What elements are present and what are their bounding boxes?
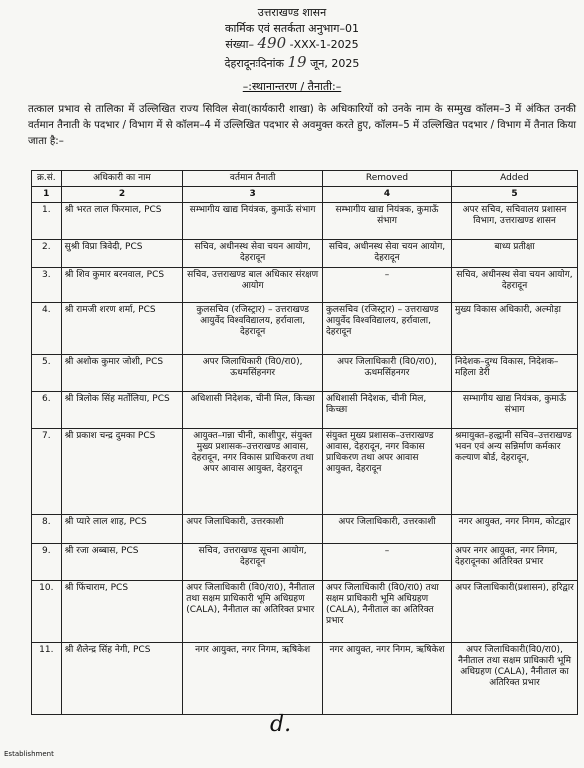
footer-label: Establishment (4, 750, 54, 758)
table-row (32, 515, 578, 544)
row-current: कुलसचिव (रजिस्ट्रार) – उत्तराखण्ड आयुर्वेद विश्वविद्यालय, हर्रावाला, देहरादून (183, 303, 323, 355)
row-added: सचिव, अधीनस्थ सेवा चयन आयोग, देहरादून (452, 268, 578, 303)
table-header-row (32, 171, 578, 187)
row-removed: कुलसचिव (रजिस्ट्रार) – उत्तराखण्ड आयुर्वेद विश्वविद्यालय, हर्रावाला, देहरादून (322, 303, 451, 355)
header-sn: क्र.सं. (32, 171, 62, 187)
row-removed: संयुक्त मुख्य प्रशासक–उत्तराखण्ड आवास, देहरादून, नगर विकास प्राधिकरण तथा अपर आवास आयुक्त, देहरादून (322, 429, 451, 515)
row-sn: 1. (32, 203, 62, 240)
row-removed: अपर जिलाधिकारी, उत्तरकाशी (322, 515, 451, 544)
order-date-suffix: जून, 2025 (310, 57, 360, 70)
row-name: श्री त्रिलोक सिंह मर्तोलिया, PCS (61, 392, 183, 429)
row-added: अपर जिलाधिकारी(प्रशासन), हरिद्वार (452, 581, 578, 643)
row-added: अपर सचिव, सचिवालय प्रशासन विभाग, उत्तराखण्ड शासन (452, 203, 578, 240)
row-name: सुश्री विप्रा त्रिवेदी, PCS (61, 240, 183, 268)
row-name: श्री प्रकाश चन्द्र दुमका PCS (61, 429, 183, 515)
signature: d. (270, 712, 292, 737)
col-number: 5 (452, 187, 578, 203)
row-name: श्री रामजी शरण शर्मा, PCS (61, 303, 183, 355)
table-row (32, 581, 578, 643)
row-name: श्री रजा अब्बास, PCS (61, 544, 183, 581)
order-date-day: 19 (287, 53, 307, 71)
row-added: अपर नगर आयुक्त, नगर निगम, देहरादूनका अतिरिक्त प्रभार (452, 544, 578, 581)
row-name: श्री प्यारे लाल शाह, PCS (61, 515, 183, 544)
row-name: श्री शिव कुमार बरनवाल, PCS (61, 268, 183, 303)
header-name: अधिकारी का नाम (61, 171, 183, 187)
row-sn: 9. (32, 544, 62, 581)
row-added: अपर जिलाधिकारी(वि0/रा0), नैनीताल तथा सक्षम प्राधिकारी भूमि अधिग्रहण (CALA), नैनीताल का अतिरिक्त प्रभार (452, 643, 578, 715)
col-number: 2 (61, 187, 183, 203)
table-row (32, 268, 578, 303)
header-current: वर्तमान तैनाती (183, 171, 323, 187)
row-removed: – (322, 268, 451, 303)
order-date-prefix: देहरादूनःदिनांक (224, 57, 284, 70)
row-sn: 7. (32, 429, 62, 515)
row-removed: सचिव, अधीनस्थ सेवा चयन आयोग, देहरादून (322, 240, 451, 268)
row-added: बाध्य प्रतीक्षा (452, 240, 578, 268)
table-row (32, 355, 578, 392)
row-added: नगर आयुक्त, नगर निगम, कोटद्वार (452, 515, 578, 544)
row-added: निदेशक–दुग्ध विकास, निदेशक–महिला डेरी (452, 355, 578, 392)
row-name: श्री फिंचाराम, PCS (61, 581, 183, 643)
table-row (32, 303, 578, 355)
order-number (0, 34, 584, 52)
row-sn: 8. (32, 515, 62, 544)
row-sn: 10. (32, 581, 62, 643)
row-sn: 11. (32, 643, 62, 715)
transfer-table (31, 170, 578, 715)
row-current: अपर जिलाधिकारी, उत्तरकाशी (183, 515, 323, 544)
row-current: अधिशासी निदेशक, चीनी मिल, किच्छा (183, 392, 323, 429)
col-number: 3 (183, 187, 323, 203)
row-removed: अपर जिलाधिकारी (वि0/रा0), ऊधमसिंहनगर (322, 355, 451, 392)
row-removed: – (322, 544, 451, 581)
row-sn: 2. (32, 240, 62, 268)
row-removed: सम्भागीय खाद्य नियंत्रक, कुमाऊँ संभाग (322, 203, 451, 240)
intro-paragraph: तत्काल प्रभाव से तालिका में उल्लिखित राज्य सिविल सेवा(कार्यकारी शाखा) के अधिकारियों को उनके नाम के सम्मुख कॉलम–3 में अंकित उनकी वर्तमान तैनाती के पदभार / विभाग में से कॉलम–4 में उल्लिखित पदभार से अवमुक्त करते हुए, कॉलम–5 में उल्लिखित पदभार / विभाग में तैनात किया जाता है:– (28, 104, 576, 147)
table-row (32, 544, 578, 581)
column-number-row (32, 187, 578, 203)
row-current: सचिव, उत्तराखण्ड सूचना आयोग, देहरादून (183, 544, 323, 581)
row-name: श्री अशोक कुमार जोशी, PCS (61, 355, 183, 392)
row-current: नगर आयुक्त, नगर निगम, ऋषिकेश (183, 643, 323, 715)
order-number-suffix: -XXX-1-2025 (289, 38, 359, 51)
row-current: सचिव, उत्तराखण्ड बाल अधिकार संरक्षण आयोग (183, 268, 323, 303)
row-name: श्री भरत लाल फिरमाल, PCS (61, 203, 183, 240)
order-number-value: 490 (257, 34, 287, 52)
row-sn: 5. (32, 355, 62, 392)
row-sn: 3. (32, 268, 62, 303)
header-removed: Removed (322, 171, 451, 187)
row-removed: नगर आयुक्त, नगर निगम, ऋषिकेश (322, 643, 451, 715)
row-current: सम्भागीय खाद्य नियंत्रक, कुमाऊँ संभाग (183, 203, 323, 240)
row-current: अपर जिलाधिकारी (वि0/रा0), नैनीताल तथा सक्षम प्राधिकारी भूमि अधिग्रहण (CALA), नैनीताल का अतिरिक्त प्रभार (183, 581, 323, 643)
row-sn: 6. (32, 392, 62, 429)
order-date (0, 53, 584, 71)
col-number: 4 (322, 187, 451, 203)
row-added: मुख्य विकास अधिकारी, अल्मोड़ा (452, 303, 578, 355)
row-current: सचिव, अधीनस्थ सेवा चयन आयोग, देहरादून (183, 240, 323, 268)
row-removed: अधिशासी निदेशक, चीनी मिल, किच्छा (322, 392, 451, 429)
order-number-prefix: संख्या– (225, 38, 254, 51)
row-current: अपर जिलाधिकारी (वि0/रा0), ऊधमसिंहनगर (183, 355, 323, 392)
table-row (32, 643, 578, 715)
row-sn: 4. (32, 303, 62, 355)
table-row (32, 429, 578, 515)
row-current: आयुक्त–गन्ना चीनी, काशीपुर, संयुक्त मुख्य प्रशासक–उत्तराखण्ड आवास, देहरादून, नगर विकास प्राधिकरण तथा अपर आवास आयुक्त, देहरादून (183, 429, 323, 515)
row-added: सम्भागीय खाद्य नियंत्रक, कुमाऊँ संभाग (452, 392, 578, 429)
table-row (32, 240, 578, 268)
table-row (32, 203, 578, 240)
row-name: श्री शैलेन्द्र सिंह नेगी, PCS (61, 643, 183, 715)
col-number: 1 (32, 187, 62, 203)
row-added: श्रमायुक्त–हल्द्वानी सचिव–उत्तराखण्ड भवन एवं अन्य सन्निर्माण कर्मकार कल्याण बोर्ड, देहरादून, (452, 429, 578, 515)
subject-heading: –:स्थानान्तरण / तैनाती:– (242, 80, 342, 93)
header-added: Added (452, 171, 578, 187)
row-removed: अपर जिलाधिकारी (वि0/रा0) तथा सक्षम प्राधिकारी भूमि अधिग्रहण (CALA), नैनीताल का अतिरिक्त प्रभार (322, 581, 451, 643)
department-title: कार्मिक एवं सतर्कता अनुभाग–01 (225, 22, 359, 35)
table-row (32, 392, 578, 429)
govt-title: उत्तराखण्ड शासन (257, 6, 327, 19)
